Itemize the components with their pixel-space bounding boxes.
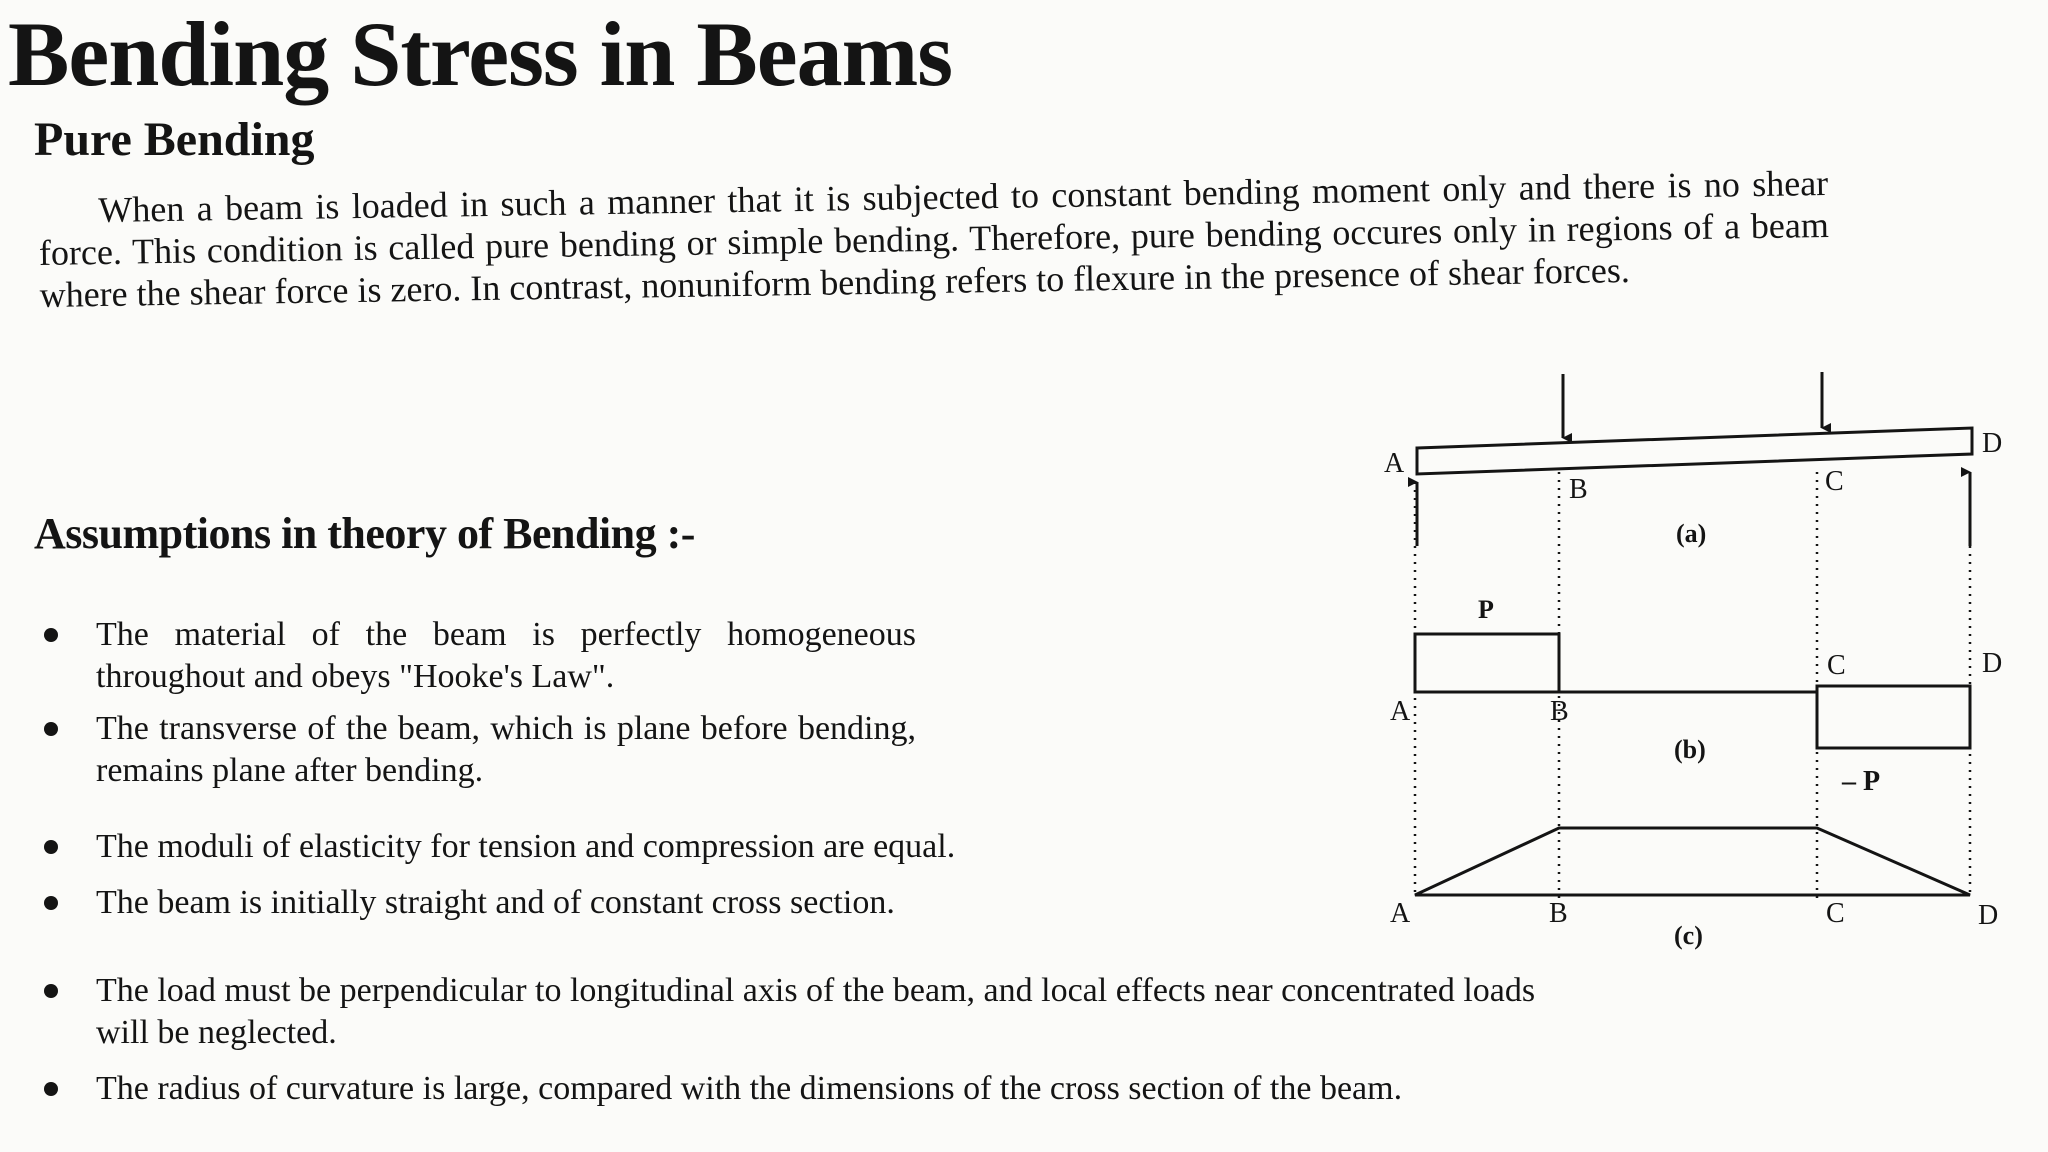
- intro-paragraph-text: When a beam is loaded in such a manner that it is subjected to constant bending moment only and there is no shear force. This condition is called pure bending or simple bending. Therefore, pure bending occures only in regions of a beam where the shear force is zero. In contrast, nonuniform bending refers to flexure in the presence of shear forces.: [38, 162, 1830, 315]
- shear-force-diagram: [1390, 595, 2002, 797]
- label-b: B: [1550, 696, 1569, 727]
- loaded-beam: [1384, 372, 2002, 548]
- list-item-text: The moduli of elasticity for tension and compression are equal.: [96, 828, 956, 865]
- bullet-icon: [44, 722, 58, 736]
- paragraph-indent: [39, 222, 99, 223]
- label-d: D: [1978, 900, 1999, 931]
- negative-shear-block: [1817, 686, 1970, 748]
- positive-shear-block: [1415, 634, 1559, 692]
- label-a: A: [1390, 898, 1411, 929]
- caption-a: (a): [1676, 519, 1707, 548]
- intro-paragraph: [38, 162, 1830, 316]
- beam-body: [1417, 428, 1972, 474]
- caption-c: (c): [1674, 921, 1703, 950]
- bullet-icon: [44, 840, 58, 854]
- moment-trapezoid: [1415, 828, 1970, 895]
- list-item-text: The load must be perpendicular to longitudinal axis of the beam, and local effects near concentrated loads will be neglected.: [96, 972, 1536, 1051]
- label-b: B: [1549, 898, 1568, 929]
- list-item-text: The transverse of the beam, which is plane before bending, remains plane after bending.: [96, 710, 916, 789]
- bullet-icon: [44, 628, 58, 642]
- list-item-text: The beam is initially straight and of constant cross section.: [96, 884, 895, 921]
- shear-negative-label: – P: [1842, 766, 1881, 797]
- bullet-icon: [44, 1082, 58, 1096]
- label-c: C: [1825, 466, 1844, 497]
- label-d: D: [1982, 648, 2003, 679]
- label-d: D: [1982, 428, 2003, 459]
- caption-b: (b): [1674, 735, 1706, 764]
- assumptions-heading: Assumptions in theory of Bending :-: [34, 509, 695, 558]
- section-subtitle: Pure Bending: [34, 113, 315, 166]
- bullet-icon: [44, 984, 58, 998]
- label-c: C: [1826, 898, 1845, 929]
- beam-diagram: [1370, 360, 2020, 960]
- page-title: Bending Stress in Beams: [8, 3, 953, 105]
- label-b: B: [1569, 474, 1588, 505]
- label-a: A: [1384, 448, 1405, 479]
- shear-positive-label: P: [1478, 595, 1494, 624]
- label-c: C: [1827, 650, 1846, 681]
- bending-moment-diagram: [1390, 828, 1998, 950]
- label-a: A: [1390, 696, 1411, 727]
- list-item-text: The radius of curvature is large, compared with the dimensions of the cross section of the beam.: [96, 1070, 1403, 1107]
- bullet-icon: [44, 896, 58, 910]
- list-item-text: The material of the beam is perfectly homogeneous throughout and obeys "Hooke's Law".: [96, 616, 916, 695]
